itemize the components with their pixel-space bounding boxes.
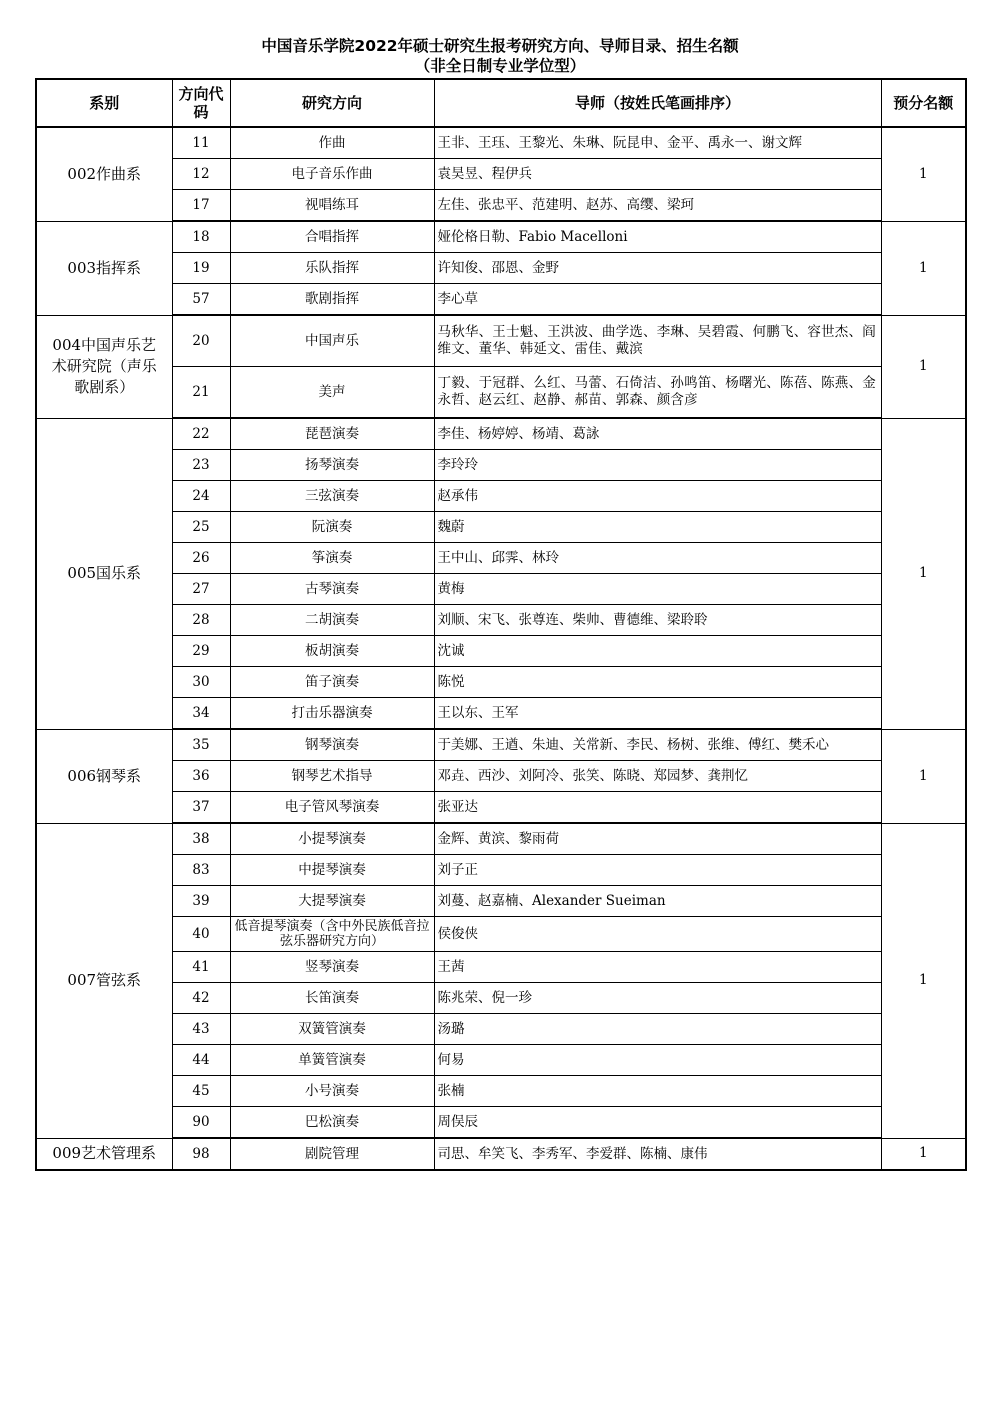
direction-code: 24 [172, 481, 230, 512]
table-row [36, 574, 966, 605]
advisor-list: 沈诚 [434, 636, 881, 667]
header-dept: 系别 [36, 79, 172, 127]
table-row [36, 253, 966, 284]
research-direction: 中提琴演奏 [230, 855, 434, 886]
research-direction: 笛子演奏 [230, 667, 434, 698]
advisor-list: 周俣辰 [434, 1107, 881, 1139]
advisor-list: 陈兆荣、倪一珍 [434, 983, 881, 1014]
advisor-list: 黄梅 [434, 574, 881, 605]
direction-code: 39 [172, 886, 230, 917]
advisor-list: 侯俊侠 [434, 917, 881, 952]
table-row [36, 543, 966, 574]
direction-code: 27 [172, 574, 230, 605]
advisor-list: 刘顺、宋飞、张尊连、柴帅、曹德维、梁聆聆 [434, 605, 881, 636]
table-row [36, 605, 966, 636]
direction-code: 34 [172, 698, 230, 730]
research-direction: 电子管风琴演奏 [230, 792, 434, 824]
research-direction: 合唱指挥 [230, 221, 434, 253]
document-header [0, 36, 1000, 76]
direction-code: 41 [172, 952, 230, 983]
table-row [36, 1138, 966, 1170]
advisor-list: 刘蔓、赵嘉楠、Alexander Sueiman [434, 886, 881, 917]
advisor-list: 刘子正 [434, 855, 881, 886]
research-direction: 小号演奏 [230, 1076, 434, 1107]
table-row [36, 952, 966, 983]
table-row [36, 450, 966, 481]
table-row [36, 917, 966, 952]
quota-value: 1 [881, 823, 966, 1138]
research-direction: 电子音乐作曲 [230, 159, 434, 190]
research-direction: 打击乐器演奏 [230, 698, 434, 730]
direction-code: 90 [172, 1107, 230, 1139]
direction-code: 22 [172, 418, 230, 450]
direction-code: 23 [172, 450, 230, 481]
dept-name: 003指挥系 [36, 221, 172, 315]
direction-code: 19 [172, 253, 230, 284]
direction-code: 40 [172, 917, 230, 952]
table-row [36, 418, 966, 450]
advisor-list: 王非、王珏、王黎光、朱琳、阮昆申、金平、禹永一、谢文辉 [434, 127, 881, 159]
table-row [36, 729, 966, 761]
header-code: 方向代码 [172, 79, 230, 127]
table-row [36, 636, 966, 667]
research-direction: 单簧管演奏 [230, 1045, 434, 1076]
quota-value: 1 [881, 127, 966, 221]
advisor-list: 丁毅、于冠群、么红、马蕾、石倚洁、孙鸣笛、杨曙光、陈蓓、陈燕、金永哲、赵云红、赵静、郝苗、郭森、颜含彦 [434, 367, 881, 419]
table-row [36, 667, 966, 698]
table-row [36, 983, 966, 1014]
research-direction: 竖琴演奏 [230, 952, 434, 983]
quota-value: 1 [881, 1138, 966, 1170]
direction-code: 36 [172, 761, 230, 792]
direction-code: 35 [172, 729, 230, 761]
research-direction: 乐队指挥 [230, 253, 434, 284]
research-direction: 大提琴演奏 [230, 886, 434, 917]
direction-code: 17 [172, 190, 230, 222]
advisor-list: 左佳、张忠平、范建明、赵苏、高缨、梁珂 [434, 190, 881, 222]
direction-code: 42 [172, 983, 230, 1014]
research-direction: 低音提琴演奏（含中外民族低音拉弦乐器研究方向） [230, 917, 434, 952]
advisor-list: 娅伦格日勒、Fabio Macelloni [434, 221, 881, 253]
research-direction: 长笛演奏 [230, 983, 434, 1014]
table-row [36, 1107, 966, 1139]
research-direction: 小提琴演奏 [230, 823, 434, 855]
document-subtitle: （非全日制专业学位型） [414, 57, 586, 75]
table-header-row [36, 79, 966, 127]
table-row [36, 792, 966, 824]
advisor-list: 张楠 [434, 1076, 881, 1107]
advisor-list: 李佳、杨婷婷、杨靖、葛詠 [434, 418, 881, 450]
advisor-list: 王中山、邱霁、林玲 [434, 543, 881, 574]
research-direction: 钢琴艺术指导 [230, 761, 434, 792]
research-direction: 板胡演奏 [230, 636, 434, 667]
advisor-list: 于美娜、王遒、朱迪、关常新、李民、杨树、张维、傅红、樊禾心 [434, 729, 881, 761]
table-row [36, 127, 966, 159]
dept-name: 006钢琴系 [36, 729, 172, 823]
research-direction: 古琴演奏 [230, 574, 434, 605]
advisor-list: 张亚达 [434, 792, 881, 824]
table-row [36, 221, 966, 253]
research-direction: 双簧管演奏 [230, 1014, 434, 1045]
research-direction: 扬琴演奏 [230, 450, 434, 481]
direction-code: 25 [172, 512, 230, 543]
dept-name: 007管弦系 [36, 823, 172, 1138]
research-direction: 巴松演奏 [230, 1107, 434, 1139]
research-direction: 二胡演奏 [230, 605, 434, 636]
table-row [36, 512, 966, 543]
research-direction: 阮演奏 [230, 512, 434, 543]
table-row [36, 1014, 966, 1045]
direction-code: 43 [172, 1014, 230, 1045]
advisor-list: 李玲玲 [434, 450, 881, 481]
table-row [36, 481, 966, 512]
direction-code: 11 [172, 127, 230, 159]
advisor-list: 何易 [434, 1045, 881, 1076]
advisor-list: 金辉、黄滨、黎雨荷 [434, 823, 881, 855]
direction-code: 28 [172, 605, 230, 636]
direction-code: 45 [172, 1076, 230, 1107]
table-row [36, 855, 966, 886]
table-row [36, 886, 966, 917]
header-quota: 预分名额 [881, 79, 966, 127]
table-row [36, 315, 966, 367]
dept-name: 004中国声乐艺术研究院（声乐歌剧系） [36, 315, 172, 418]
direction-code: 20 [172, 315, 230, 367]
table-row [36, 190, 966, 222]
dept-name: 002作曲系 [36, 127, 172, 221]
advisor-list: 袁昊昱、程伊兵 [434, 159, 881, 190]
advisor-list: 邓垚、西沙、刘阿冷、张笑、陈晓、郑园梦、龚荆忆 [434, 761, 881, 792]
table-row [36, 1076, 966, 1107]
enrollment-table [35, 78, 967, 1171]
dept-name: 009艺术管理系 [36, 1138, 172, 1170]
research-direction: 美声 [230, 367, 434, 419]
advisor-list: 李心草 [434, 284, 881, 316]
direction-code: 37 [172, 792, 230, 824]
advisor-list: 陈悦 [434, 667, 881, 698]
table-row [36, 284, 966, 316]
direction-code: 44 [172, 1045, 230, 1076]
advisor-list: 马秋华、王士魁、王洪波、曲学选、李琳、吴碧霞、何鹏飞、容世杰、阎维文、董华、韩延文、雷佳、戴滨 [434, 315, 881, 367]
advisor-list: 赵承伟 [434, 481, 881, 512]
header-direction: 研究方向 [230, 79, 434, 127]
research-direction: 视唱练耳 [230, 190, 434, 222]
direction-code: 29 [172, 636, 230, 667]
table-row [36, 1045, 966, 1076]
advisor-list: 王以东、王军 [434, 698, 881, 730]
research-direction: 三弦演奏 [230, 481, 434, 512]
advisor-list: 许知俊、邵恩、金野 [434, 253, 881, 284]
research-direction: 剧院管理 [230, 1138, 434, 1170]
direction-code: 26 [172, 543, 230, 574]
document-title: 中国音乐学院2022年硕士研究生报考研究方向、导师目录、招生名额 [261, 37, 739, 55]
table-body [36, 127, 966, 1170]
research-direction: 歌剧指挥 [230, 284, 434, 316]
direction-code: 83 [172, 855, 230, 886]
table-row [36, 823, 966, 855]
research-direction: 作曲 [230, 127, 434, 159]
advisor-list: 司思、牟笑飞、李秀军、李爱群、陈楠、康伟 [434, 1138, 881, 1170]
header-advisors: 导师（按姓氏笔画排序） [434, 79, 881, 127]
quota-value: 1 [881, 418, 966, 729]
direction-code: 98 [172, 1138, 230, 1170]
direction-code: 21 [172, 367, 230, 419]
direction-code: 18 [172, 221, 230, 253]
research-direction: 琵琶演奏 [230, 418, 434, 450]
quota-value: 1 [881, 221, 966, 315]
direction-code: 12 [172, 159, 230, 190]
advisor-list: 王茜 [434, 952, 881, 983]
table-row [36, 698, 966, 730]
dept-name: 005国乐系 [36, 418, 172, 729]
table-row [36, 761, 966, 792]
research-direction: 钢琴演奏 [230, 729, 434, 761]
direction-code: 30 [172, 667, 230, 698]
table-row [36, 367, 966, 419]
quota-value: 1 [881, 315, 966, 418]
quota-value: 1 [881, 729, 966, 823]
advisor-list: 汤璐 [434, 1014, 881, 1045]
research-direction: 筝演奏 [230, 543, 434, 574]
research-direction: 中国声乐 [230, 315, 434, 367]
direction-code: 38 [172, 823, 230, 855]
direction-code: 57 [172, 284, 230, 316]
table-row [36, 159, 966, 190]
advisor-list: 魏蔚 [434, 512, 881, 543]
